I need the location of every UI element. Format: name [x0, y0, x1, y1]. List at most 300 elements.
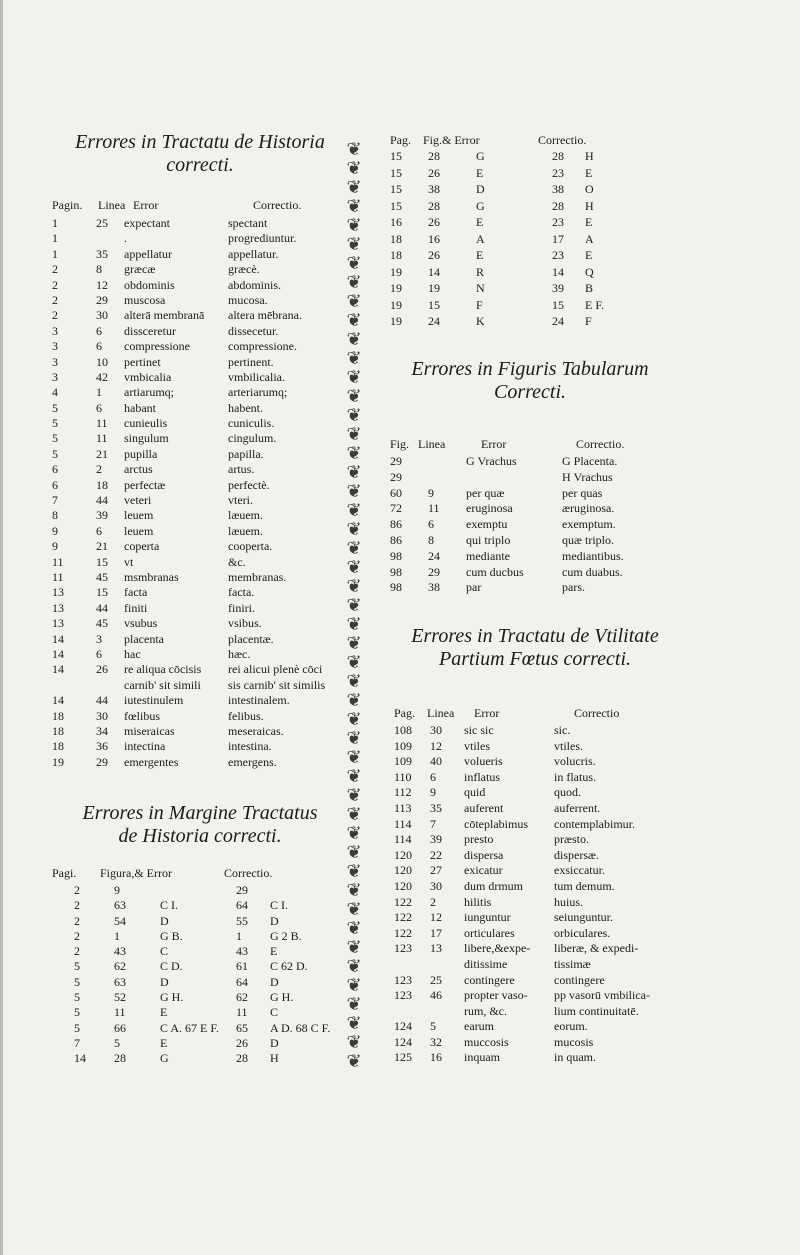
cell-correctio: græcè.: [228, 262, 260, 277]
fleuron-icon: ❦: [346, 310, 362, 330]
cell-corr: E: [585, 248, 593, 262]
fleuron-icon: ❦: [346, 595, 362, 615]
cell-error: qui triplo: [466, 532, 511, 547]
cell-pag: 122: [394, 910, 412, 925]
fleuron-icon: ❦: [346, 918, 362, 938]
cell-pag: 5: [52, 400, 58, 415]
col-header-fig: Fig.& Error: [423, 133, 480, 147]
cell-pag: 15: [390, 165, 402, 180]
cell-pag: 6: [52, 462, 58, 477]
table-row: [52, 693, 342, 708]
cell-err: G B.: [160, 928, 183, 943]
cell-pag: 18: [390, 231, 402, 246]
cell-pag: 18: [52, 739, 64, 754]
cell-fig: 28: [114, 1051, 126, 1066]
cell-error: ditissime: [464, 956, 508, 971]
cell-err: F: [476, 297, 483, 312]
cell-error: re aliqua cōcisis: [124, 662, 202, 677]
margine-heading: [50, 802, 350, 848]
table-row: [52, 231, 342, 246]
cell-err: R: [476, 264, 485, 279]
cell-pag: 112: [394, 785, 412, 800]
cell-correctio: vmbilicalia.: [228, 369, 285, 384]
col-header-error: Error: [133, 198, 159, 212]
cell-err: D: [476, 182, 485, 196]
table-row: [394, 988, 774, 1004]
cell-error: volueris: [464, 754, 503, 769]
cell-pag: 7: [52, 493, 58, 508]
cell-fig: 26: [428, 248, 440, 262]
cell-correctio: mediantibus.: [562, 548, 624, 563]
cell-pag: 2: [74, 928, 80, 943]
table-row: [390, 454, 770, 470]
col-header-correctio: Correctio.: [224, 866, 273, 880]
cell-error: placenta: [124, 631, 164, 646]
col-header-correctio: Correctio.: [538, 133, 587, 147]
fleuron-icon: ❦: [346, 861, 362, 881]
page-edge: [0, 0, 3, 1255]
cell-correctio: dispersæ.: [554, 847, 599, 862]
table-row: [52, 262, 342, 277]
cell-linea: 8: [96, 262, 102, 277]
cell-pag: 113: [394, 800, 412, 815]
fleuron-icon: ❦: [346, 196, 362, 216]
cell-correctio: exemptum.: [562, 517, 616, 532]
cell-pag: 3: [52, 369, 58, 384]
cell-fig: 5: [114, 1035, 120, 1050]
cell-linea: 6: [96, 339, 102, 354]
cell-correctio: membranas.: [228, 569, 287, 584]
table-row: [390, 215, 770, 232]
cell-pag: 120: [394, 847, 412, 862]
cell-error: presto: [464, 832, 494, 847]
table-row: [394, 1004, 774, 1020]
cell-correctio: placentæ.: [228, 631, 274, 646]
col-header-error: Error: [481, 437, 507, 451]
cell-linea: 11: [428, 501, 440, 516]
cell-cfig: 23: [552, 165, 564, 180]
fleuron-icon: ❦: [346, 234, 362, 254]
cell-fig: 86: [390, 517, 402, 532]
cell-linea: 15: [96, 554, 108, 569]
fleuron-icon: ❦: [346, 272, 362, 292]
table-row: [52, 431, 342, 446]
cell-linea: 8: [428, 532, 434, 547]
table-row: [394, 973, 774, 989]
cell-linea: 12: [430, 738, 442, 753]
cell-err: E: [476, 165, 484, 180]
historia-title-line2: correcti.: [166, 154, 234, 176]
cell-pag: 18: [52, 708, 64, 723]
cell-corr: A: [585, 231, 594, 246]
cell-linea: 7: [430, 816, 436, 831]
cell-err: E: [476, 215, 484, 229]
cell-pag: 19: [390, 281, 402, 295]
cell-correctio: intestina.: [228, 739, 272, 754]
cell-correctio: eorum.: [554, 1019, 588, 1034]
table-row: [390, 149, 770, 166]
cell-fig: 14: [428, 264, 440, 279]
cell-fig: 29: [390, 469, 402, 484]
table-row: [52, 601, 342, 616]
table-row: [52, 339, 342, 354]
cell-correctio: læuem.: [228, 508, 263, 523]
fleuron-icon: ❦: [346, 348, 362, 368]
cell-error: vmbicalia: [124, 369, 172, 384]
fleuron-icon: ❦: [346, 443, 362, 463]
fleuron-icon: ❦: [346, 386, 362, 406]
cell-linea: 17: [430, 925, 442, 940]
cell-err: E: [160, 1035, 168, 1050]
table-row: [52, 355, 342, 370]
fleuron-icon: ❦: [346, 823, 362, 843]
cell-corr: C 62 D.: [270, 959, 308, 974]
cell-fig: 62: [114, 959, 126, 974]
cell-pag: 15: [390, 149, 402, 163]
table-row: [390, 281, 770, 298]
historia-title-line1: Errores in Tractatu de Historia: [75, 131, 325, 153]
historia-header-row: [52, 198, 342, 212]
table-row: [390, 166, 770, 183]
cell-error: compressione: [124, 339, 190, 354]
cell-pag: 120: [394, 878, 412, 893]
cell-correctio: habent.: [228, 400, 263, 415]
cell-linea: 44: [96, 493, 108, 508]
cell-linea: 45: [96, 569, 108, 584]
cell-correctio: felibus.: [228, 708, 264, 723]
cell-linea: 12: [430, 910, 442, 925]
cell-correctio: lium continuitatē.: [554, 1003, 639, 1018]
fleuron-icon: ❦: [346, 1032, 362, 1052]
cell-fig: 26: [428, 165, 440, 180]
table-row: [52, 216, 342, 231]
cell-correctio: H Vrachus: [562, 469, 613, 484]
cell-error: iutestinulem: [124, 693, 184, 708]
cell-correctio: papilla.: [228, 446, 264, 461]
table-row: [394, 941, 774, 957]
cell-correctio: volucris.: [554, 754, 596, 769]
table-row: [390, 549, 770, 565]
cell-linea: 11: [96, 416, 108, 431]
cell-correctio: artus.: [228, 462, 255, 477]
cell-err: G H.: [160, 990, 184, 1005]
cell-error: veteri: [124, 493, 152, 508]
cell-pag: 3: [52, 323, 58, 338]
cell-corr: Q: [585, 264, 594, 279]
cell-error: perfectæ: [124, 477, 166, 492]
table-row: [390, 486, 770, 502]
table-row: [52, 493, 342, 508]
table-row: [390, 314, 770, 331]
cell-corr: C: [270, 1005, 279, 1020]
fleuron-icon: ❦: [346, 481, 362, 501]
cell-pag: 13: [52, 600, 64, 615]
fleuron-icon: ❦: [346, 937, 362, 957]
cell-correctio: contemplabimur.: [554, 816, 635, 831]
cell-error: hac: [124, 646, 141, 661]
table-row: [52, 570, 342, 585]
fleuron-icon: ❦: [346, 804, 362, 824]
cell-cfig: 26: [236, 1035, 248, 1050]
table-row: [394, 910, 774, 926]
cell-pag: 108: [394, 723, 412, 737]
fleuron-icon: ❦: [346, 633, 362, 653]
fleuron-icon: ❦: [346, 1051, 362, 1070]
fleuron-icon: ❦: [346, 405, 362, 425]
cell-error: inquam: [464, 1050, 500, 1065]
cell-fig: 43: [114, 944, 126, 959]
cell-linea: 38: [428, 580, 440, 595]
table-row: [52, 724, 342, 739]
cell-linea: 6: [96, 323, 102, 338]
table-row: [394, 754, 774, 770]
table-row: [394, 926, 774, 942]
cell-linea: 45: [96, 616, 108, 631]
cell-correctio: altera mēbrana.: [228, 308, 302, 323]
table-row: [52, 447, 342, 462]
cell-linea: 39: [430, 832, 442, 847]
table-row: [394, 801, 774, 817]
table-row: [390, 501, 770, 517]
cell-cfig: 23: [552, 248, 564, 262]
cell-pag: 114: [394, 816, 412, 831]
cell-correctio: auferrent.: [554, 800, 601, 815]
table-row: [52, 385, 342, 400]
cell-corr: D: [270, 913, 279, 928]
col-header-figura: Figura,& Error: [100, 866, 172, 880]
tabularum-title-line2: Correcti.: [493, 381, 567, 403]
cell-correctio: hæc.: [228, 646, 251, 661]
cell-error: pertinet: [124, 354, 161, 369]
fleuron-icon: ❦: [346, 177, 362, 197]
cell-fig: 1: [114, 928, 120, 943]
cell-pag: 4: [52, 385, 58, 400]
cell-error: iunguntur: [464, 910, 511, 925]
tabularum-heading: [380, 358, 680, 404]
cell-corr: E F.: [585, 297, 605, 312]
fleuron-icon: ❦: [346, 671, 362, 691]
fleuron-icon: ❦: [346, 140, 362, 159]
table-row: [52, 508, 342, 523]
cell-pag: 18: [390, 248, 402, 262]
cell-error: arctus: [124, 462, 153, 477]
cell-correctio: cuniculis.: [228, 416, 275, 431]
table-row: [52, 755, 342, 770]
cell-cfig: 28: [236, 1051, 248, 1066]
vtilitate-heading: [380, 625, 690, 671]
table-row: [390, 298, 770, 315]
cell-correctio: pp vasorū vmbilica-: [554, 988, 650, 1003]
cell-correctio: pertinent.: [228, 354, 274, 369]
table-row: [390, 565, 770, 581]
cell-linea: 11: [96, 431, 108, 446]
col-header-linea: Linea: [427, 706, 455, 720]
cell-correctio: pars.: [562, 580, 585, 595]
cell-pag: 5: [74, 1005, 80, 1020]
cell-error: eruginosa: [466, 501, 513, 516]
cell-err: C I.: [160, 898, 178, 913]
table-row: [394, 863, 774, 879]
cell-linea: 27: [430, 863, 442, 878]
cell-fig: 29: [390, 454, 402, 468]
cell-pag: 5: [52, 416, 58, 431]
cell-correctio: tum demum.: [554, 878, 615, 893]
table-row: [52, 401, 342, 416]
cell-linea: 15: [96, 585, 108, 600]
fleuron-icon: ❦: [346, 519, 362, 539]
cell-error: habant: [124, 400, 156, 415]
cell-correctio: præsto.: [554, 832, 590, 847]
cell-corr: A D. 68 C F.: [270, 1020, 331, 1035]
cell-pag: 3: [52, 354, 58, 369]
cell-pag: 124: [394, 1019, 412, 1034]
table-row: [394, 832, 774, 848]
cell-error: contingere: [464, 972, 515, 987]
fleuron-icon: ❦: [346, 158, 362, 178]
fleuron-icon: ❦: [346, 652, 362, 672]
cell-pag: 19: [390, 297, 402, 312]
margine-table: [52, 883, 347, 1067]
cell-pag: 123: [394, 988, 412, 1003]
cell-cfig: 64: [236, 974, 248, 989]
cell-pag: 1: [52, 231, 58, 246]
cell-error: pupilla: [124, 446, 158, 461]
cell-cfig: 1: [236, 928, 242, 943]
table-row: [52, 585, 342, 600]
cell-correctio: cingulum.: [228, 431, 277, 446]
table-row: [52, 370, 342, 385]
cell-fig: 86: [390, 532, 402, 547]
cell-pag: 122: [394, 925, 412, 940]
cell-fig: 38: [428, 182, 440, 196]
table-row: [52, 944, 347, 959]
fleuron-icon: ❦: [346, 709, 362, 729]
cell-corr: O: [585, 182, 594, 196]
cell-fig: 24: [428, 314, 440, 328]
fleuron-icon: ❦: [346, 975, 362, 995]
col-header-correctio: Correctio: [574, 706, 620, 720]
cell-pag: 13: [52, 616, 64, 631]
fleuron-icon: ❦: [346, 899, 362, 919]
cell-err: C A. 67 E F.: [160, 1020, 220, 1035]
cell-pag: 5: [74, 959, 80, 974]
cell-pag: 1: [52, 246, 58, 261]
cell-err: A: [476, 231, 485, 246]
cell-linea: 22: [430, 847, 442, 862]
table-row: [52, 959, 347, 974]
table-row: [52, 1021, 347, 1036]
table-row: [390, 533, 770, 549]
table-row: [394, 957, 774, 973]
table-row: [52, 975, 347, 990]
cell-pag: 13: [52, 585, 64, 600]
cell-pag: 18: [52, 723, 64, 738]
table-row: [390, 580, 770, 596]
cell-pag: 9: [52, 523, 58, 538]
cell-pag: 2: [74, 898, 80, 913]
cell-correctio: vteri.: [228, 493, 253, 508]
cell-fig: 98: [390, 580, 402, 595]
cell-correctio: abdominis.: [228, 277, 281, 292]
cell-correctio: in quam.: [554, 1050, 596, 1065]
table-row: [394, 1019, 774, 1035]
cell-correctio: liberæ, & expedi-: [554, 941, 639, 956]
cell-error: leuem: [124, 523, 154, 538]
cell-cfig: 29: [236, 883, 248, 897]
cell-pag: 124: [394, 1034, 412, 1049]
cell-err: E: [160, 1005, 168, 1020]
cell-linea: 25: [96, 216, 108, 230]
cell-correctio: quæ triplo.: [562, 532, 615, 547]
table-row: [52, 678, 342, 693]
col-header-fig: Fig.: [390, 437, 410, 451]
cell-error: hilitis: [464, 894, 492, 909]
cell-error: inflatus: [464, 769, 500, 784]
table-row: [52, 1036, 347, 1051]
cell-corr: G H.: [270, 990, 294, 1005]
table-row: [52, 662, 342, 677]
cell-error: cōteplabimus: [464, 816, 528, 831]
fleuron-icon: ❦: [346, 215, 362, 235]
cell-corr: D: [270, 974, 279, 989]
fleuron-icon: ❦: [346, 367, 362, 387]
cell-pag: 109: [394, 754, 412, 769]
cell-error: cum ducbus: [466, 564, 524, 579]
table-row: [52, 1051, 347, 1066]
cell-cfig: 65: [236, 1020, 248, 1035]
cell-error: artiarumq;: [124, 385, 174, 400]
cell-correctio: progrediuntur.: [228, 231, 297, 246]
col-header-linea: Linea: [418, 437, 446, 451]
cell-pag: 2: [74, 883, 80, 897]
cell-error: .: [124, 231, 127, 246]
cell-fig: 66: [114, 1020, 126, 1035]
fleuron-icon: ❦: [346, 880, 362, 900]
cell-error: dissceretur: [124, 323, 176, 338]
cell-err: N: [476, 281, 485, 295]
table-row: [390, 248, 770, 265]
cell-fig: 54: [114, 913, 126, 928]
cell-correctio: exsiccatur.: [554, 863, 605, 878]
cell-pag: 2: [52, 262, 58, 277]
cell-error: msmbranas: [124, 569, 179, 584]
cell-error: vsubus: [124, 616, 158, 631]
table-row: [394, 848, 774, 864]
cell-pag: 15: [390, 198, 402, 213]
cell-error: G Vrachus: [466, 454, 517, 468]
cell-fig: 60: [390, 485, 402, 500]
cell-correctio: rei alicui plenè cōci: [228, 662, 323, 677]
table-row: [52, 739, 342, 754]
col-header-error: Error: [474, 706, 500, 720]
cell-fig: 98: [390, 564, 402, 579]
cell-pag: 7: [74, 1035, 80, 1050]
col-header-linea: Linea: [98, 198, 126, 212]
table-row: [52, 278, 342, 293]
col-header-pag: Pagin.: [52, 198, 83, 212]
cell-linea: 32: [430, 1034, 442, 1049]
cell-correctio: in flatus.: [554, 769, 596, 784]
cell-correctio: cum duabus.: [562, 564, 623, 579]
cell-cfig: 23: [552, 215, 564, 229]
margine-title-line1: Errores in Margine Tractatus: [82, 802, 318, 824]
figerr-header-row: [390, 133, 770, 147]
cell-pag: 5: [74, 974, 80, 989]
cell-pag: 14: [52, 662, 64, 677]
cell-pag: 2: [52, 308, 58, 323]
cell-cfig: 64: [236, 898, 248, 913]
cell-error: appellatur: [124, 246, 172, 261]
